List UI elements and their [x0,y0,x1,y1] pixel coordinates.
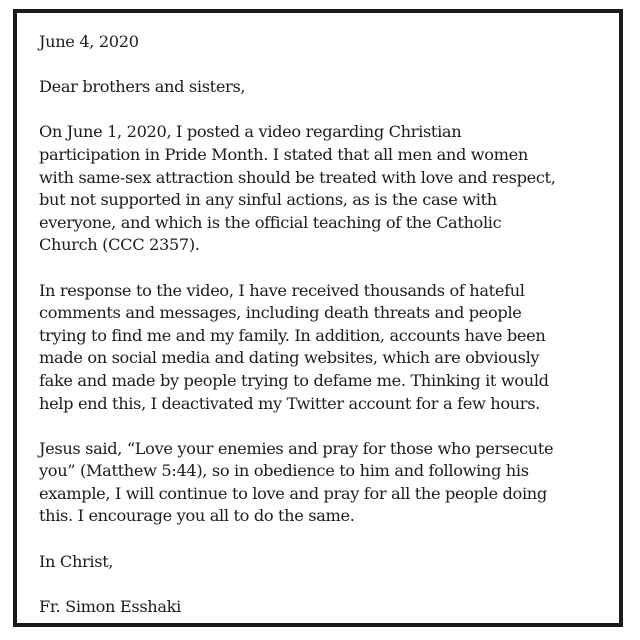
letter-signature: Fr. Simon Esshaki [39,596,181,616]
paragraph-line: On June 1, 2020, I posted a video regarding Christian [39,122,462,142]
spacer [39,415,609,438]
spacer [39,257,609,280]
paragraph-line: everyone, and which is the official teaching of the Catholic [39,212,502,232]
letter-frame [13,9,623,627]
letter-closing: In Christ, [39,551,114,571]
letter-body [39,31,609,618]
spacer [39,99,609,122]
paragraph-line: participation in Pride Month. I stated that all men and women [39,144,528,164]
paragraph-3 [39,438,609,528]
letter-date: June 4, 2020 [39,32,139,51]
paragraph-line: Jesus said, “Love your enemies and pray for those who persecute [39,438,554,458]
paragraph-line: comments and messages, including death threats and people [39,303,522,323]
paragraph-line: made on social media and dating websites, which are obviously [39,348,540,368]
paragraph-line: example, I will continue to love and pray for all the people doing [39,483,547,503]
paragraph-line: with same-sex attraction should be treated with love and respect, [39,167,556,187]
paragraph-line: Church (CCC 2357). [39,235,200,255]
letter-salutation: Dear brothers and sisters, [39,77,246,97]
paragraph-line: In response to the video, I have received thousands of hateful [39,280,525,300]
paragraph-1 [39,121,609,257]
paragraph-line: trying to find me and my family. In addition, accounts have been [39,325,546,345]
spacer [39,573,609,596]
paragraph-line: you” (Matthew 5:44), so in obedience to him and following his [39,461,529,481]
paragraph-line: this. I encourage you all to do the same. [39,506,355,526]
spacer [39,54,609,77]
paragraph-line: help end this, I deactivated my Twitter account for a few hours. [39,393,540,413]
paragraph-2 [39,280,609,416]
paragraph-line: but not supported in any sinful actions, as is the case with [39,190,497,210]
paragraph-line: fake and made by people trying to defame me. Thinking it would [39,370,549,390]
spacer [39,528,609,551]
